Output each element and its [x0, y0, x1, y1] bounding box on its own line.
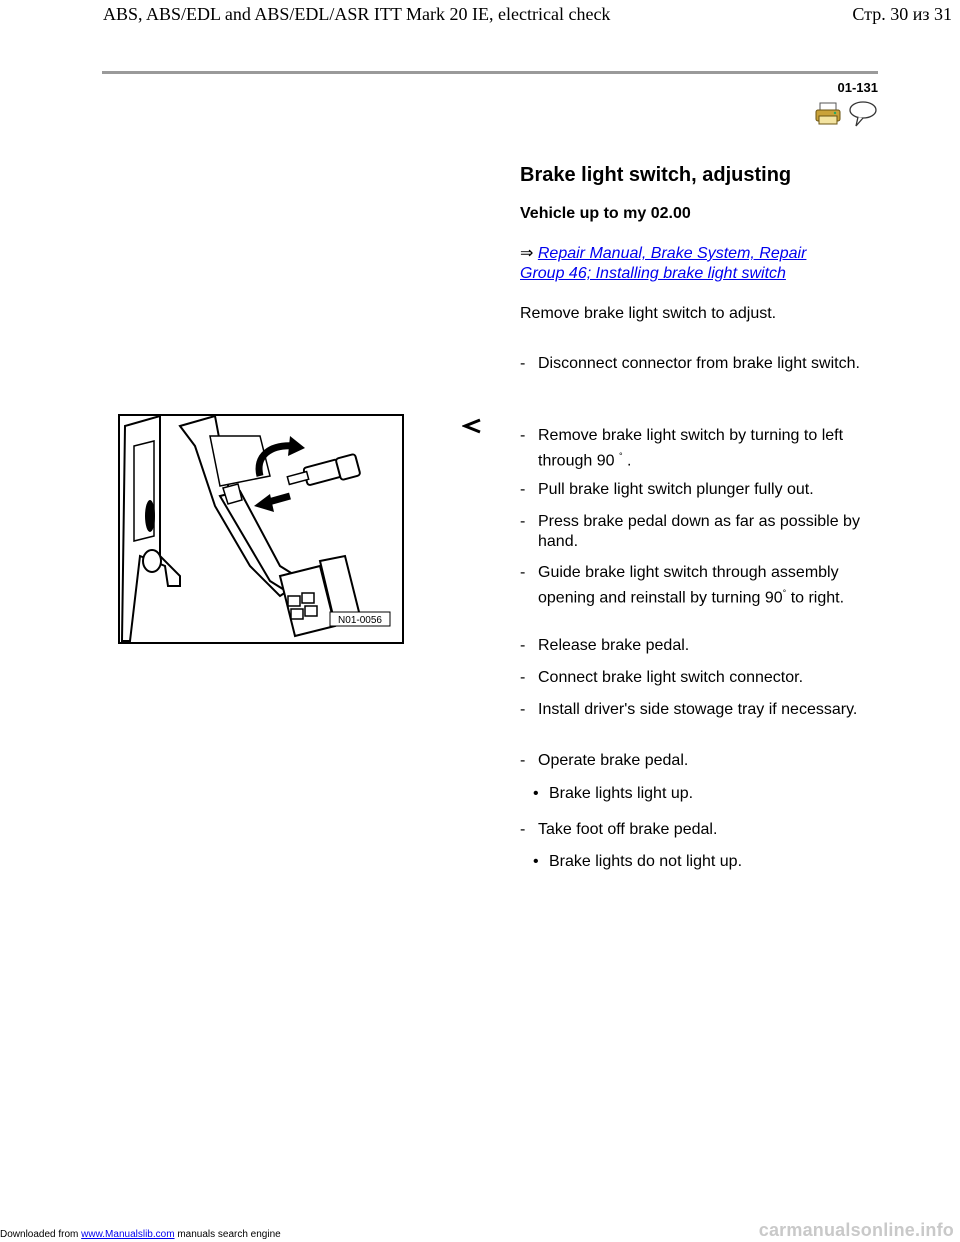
step-item: - Release brake pedal.: [520, 637, 690, 654]
repair-manual-link[interactable]: [520, 244, 850, 284]
page-info: Стр. 30 из 31: [852, 4, 952, 24]
step-text: Remove brake light switch by turning to left through 90: [538, 427, 844, 470]
step-item: - Pull brake light switch plunger fully out.: [520, 481, 814, 498]
step-text: Take foot off brake pedal.: [538, 821, 718, 838]
header-rule: [102, 71, 878, 74]
watermark: carmanualsonline.info: [758, 1220, 954, 1240]
section-title: Brake light switch, adjusting: [520, 164, 792, 186]
link-arrow: ⇒: [520, 245, 534, 262]
printer-icon[interactable]: [815, 102, 841, 131]
download-footer: Downloaded from www.Manualslib.com manuals search engine: [0, 1229, 281, 1240]
brake-pedal-illustration: [118, 414, 404, 644]
step-text: Release brake pedal.: [538, 637, 690, 654]
manualslib-link[interactable]: www.Manualslib.com: [81, 1229, 175, 1240]
step-text: Pull brake light switch plunger fully out.: [538, 481, 814, 498]
step-item: - Install driver's side stowage tray if necessary.: [520, 701, 858, 718]
result-text: Brake lights do not light up.: [549, 853, 743, 870]
document-title: ABS, ABS/EDL and ABS/EDL/ASR ITT Mark 20 IE, electrical check: [103, 4, 611, 24]
degree-symbol: °: [782, 588, 787, 598]
step-item: - Operate brake pedal.: [520, 752, 689, 769]
degree-symbol: °: [618, 451, 623, 461]
step-item: - Guide brake light switch through assembly opening and reinstall by turning 90° to right.: [520, 564, 845, 607]
figure-label: N01-0056: [338, 615, 382, 626]
intro-text: Remove brake light switch to adjust.: [520, 305, 777, 322]
step-item: - Remove brake light switch by turning to left through 90 ° .: [520, 427, 844, 470]
result-item: • Brake lights do not light up.: [533, 853, 743, 870]
step-text: Operate brake pedal.: [538, 752, 689, 769]
step-text: Disconnect connector from brake light switch.: [538, 355, 860, 372]
repair-manual-link-text[interactable]: Repair Manual, Brake System, Repair Group 46; Installing brake light switch: [520, 245, 807, 282]
step-text: Guide brake light switch through assembly opening and reinstall by turning 90: [538, 564, 839, 607]
step-item: - Disconnect connector from brake light switch.: [520, 355, 860, 372]
step-text: Press brake pedal down as far as possible by hand.: [538, 513, 860, 550]
step-item: - Connect brake light switch connector.: [520, 669, 804, 686]
speech-balloon-icon[interactable]: [848, 100, 878, 133]
figure-pointer-icon: [462, 418, 482, 439]
step-item: - Take foot off brake pedal.: [520, 821, 718, 838]
step-text: Connect brake light switch connector.: [538, 669, 804, 686]
section-subtitle: Vehicle up to my 02.00: [520, 205, 691, 222]
step-text: Install driver's side stowage tray if necessary.: [538, 701, 858, 718]
result-text: Brake lights light up.: [549, 785, 694, 802]
result-item: • Brake lights light up.: [533, 785, 694, 802]
step-item: - Press brake pedal down as far as possible by hand.: [520, 513, 860, 550]
page-number: 01-131: [837, 80, 878, 95]
